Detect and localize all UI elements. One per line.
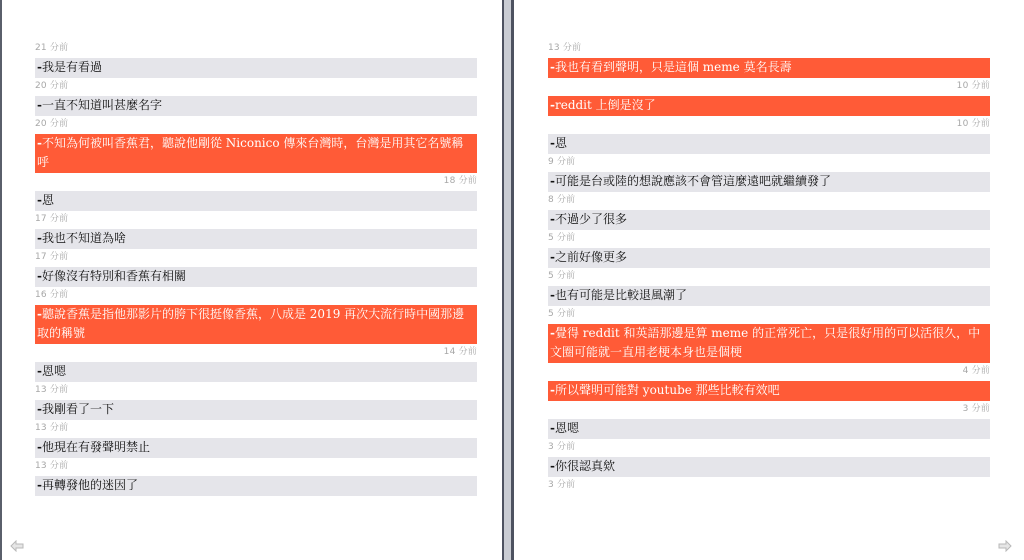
right-page [514, 0, 1024, 560]
message-timestamp: 5 分前 [548, 233, 576, 243]
received-message-bubble [548, 286, 990, 306]
sent-message-bubble [35, 305, 477, 344]
message-text: 他現在有發聲明禁止 [41, 440, 150, 454]
message-prefix: - [37, 98, 42, 112]
message-prefix: - [37, 478, 42, 492]
arrow-left-icon[interactable] [10, 537, 24, 549]
message-text: 我是有看過 [41, 60, 102, 74]
message-timestamp: 17 分前 [35, 214, 69, 224]
message-text: 恩 [41, 193, 54, 207]
message-timestamp: 8 分前 [548, 195, 576, 205]
received-message-bubble [548, 172, 990, 192]
message-timestamp: 3 分前 [962, 404, 990, 414]
message-text: 你很認真欸 [554, 459, 615, 473]
message-prefix: - [37, 231, 42, 245]
message-timestamp: 4 分前 [962, 366, 990, 376]
message-text: 再轉發他的迷因了 [41, 478, 138, 492]
message-timestamp: 5 分前 [548, 309, 576, 319]
received-message-bubble [548, 457, 990, 477]
message-timestamp: 17 分前 [35, 252, 69, 262]
received-message-bubble [35, 229, 477, 249]
message-timestamp: 10 分前 [956, 81, 990, 91]
message-text: 覺得 reddit 和英語那邊是算 meme 的正常死亡，只是很好用的可以活很久，中文圈可能就一直用老梗本身也是個梗 [550, 326, 981, 359]
received-message-bubble [548, 248, 990, 268]
chat-thread-right [548, 40, 990, 495]
message-timestamp: 16 分前 [35, 290, 69, 300]
message-prefix: - [550, 98, 555, 112]
chat-thread-left [35, 40, 477, 496]
message-prefix: - [550, 212, 555, 226]
message-text: 恩 [554, 136, 567, 150]
received-message-bubble [35, 96, 477, 116]
message-timestamp: 5 分前 [548, 271, 576, 281]
message-timestamp: 14 分前 [443, 347, 477, 357]
message-timestamp: 3 分前 [548, 480, 576, 490]
received-message-bubble [35, 476, 477, 496]
message-text: 我也不知道為啥 [41, 231, 126, 245]
message-text: 不過少了很多 [554, 212, 627, 226]
message-prefix: - [37, 269, 42, 283]
message-timestamp: 3 分前 [548, 442, 576, 452]
message-text: 恩嗯 [554, 421, 579, 435]
received-message-bubble [548, 134, 990, 154]
received-message-bubble [35, 438, 477, 458]
message-timestamp: 13 分前 [35, 385, 69, 395]
sent-message-bubble [548, 58, 990, 78]
received-message-bubble [35, 362, 477, 382]
message-text: 所以聲明可能對 youtube 那些比較有效吧 [554, 383, 780, 397]
message-prefix: - [550, 174, 555, 188]
message-text: 恩嗯 [41, 364, 66, 378]
received-message-bubble [548, 210, 990, 230]
sent-message-bubble [548, 381, 990, 401]
message-timestamp: 13 分前 [35, 423, 69, 433]
message-text: 可能是台或陸的想說應該不會管這麼遠吧就繼續發了 [554, 174, 831, 188]
message-prefix: - [37, 136, 42, 150]
message-prefix: - [37, 193, 42, 207]
message-prefix: - [550, 136, 555, 150]
message-prefix: - [550, 250, 555, 264]
message-prefix: - [550, 60, 555, 74]
message-text: 不知為何被叫香蕉君，聽說他剛從 Niconico 傳來台灣時，台灣是用其它名號稱呼 [37, 136, 464, 169]
received-message-bubble [35, 400, 477, 420]
message-text: 我也有看到聲明，只是這個 meme 莫名長壽 [554, 60, 792, 74]
message-timestamp: 13 分前 [548, 43, 582, 53]
message-text: 一直不知道叫甚麼名字 [41, 98, 162, 112]
message-timestamp: 18 分前 [443, 176, 477, 186]
message-prefix: - [550, 288, 555, 302]
sent-message-bubble [548, 324, 990, 363]
sent-message-bubble [548, 96, 990, 116]
sent-message-bubble [35, 134, 477, 173]
message-prefix: - [37, 440, 42, 454]
message-prefix: - [37, 402, 42, 416]
message-text: 也有可能是比較退風潮了 [554, 288, 687, 302]
message-text: 我剛看了一下 [41, 402, 114, 416]
message-prefix: - [550, 326, 555, 340]
left-page [0, 0, 502, 560]
message-prefix: - [37, 60, 42, 74]
message-timestamp: 10 分前 [956, 119, 990, 129]
message-timestamp: 13 分前 [35, 461, 69, 471]
message-prefix: - [550, 383, 555, 397]
received-message-bubble [35, 267, 477, 287]
received-message-bubble [35, 191, 477, 211]
message-text: 聽說香蕉是指他那影片的胯下很挺像香蕉，八成是 2019 再次大流行時中國那邊取的稱號 [37, 307, 465, 340]
message-prefix: - [550, 421, 555, 435]
received-message-bubble [35, 58, 477, 78]
message-timestamp: 9 分前 [548, 157, 576, 167]
message-prefix: - [550, 459, 555, 473]
message-text: reddit 上倒是沒了 [554, 98, 656, 112]
message-prefix: - [37, 307, 42, 321]
arrow-right-icon[interactable] [998, 537, 1012, 549]
received-message-bubble [548, 419, 990, 439]
message-timestamp: 21 分前 [35, 43, 69, 53]
message-timestamp: 20 分前 [35, 81, 69, 91]
message-timestamp: 20 分前 [35, 119, 69, 129]
page-spine-divider [502, 0, 514, 560]
message-text: 好像沒有特別和香蕉有相關 [41, 269, 186, 283]
message-prefix: - [37, 364, 42, 378]
message-text: 之前好像更多 [554, 250, 627, 264]
